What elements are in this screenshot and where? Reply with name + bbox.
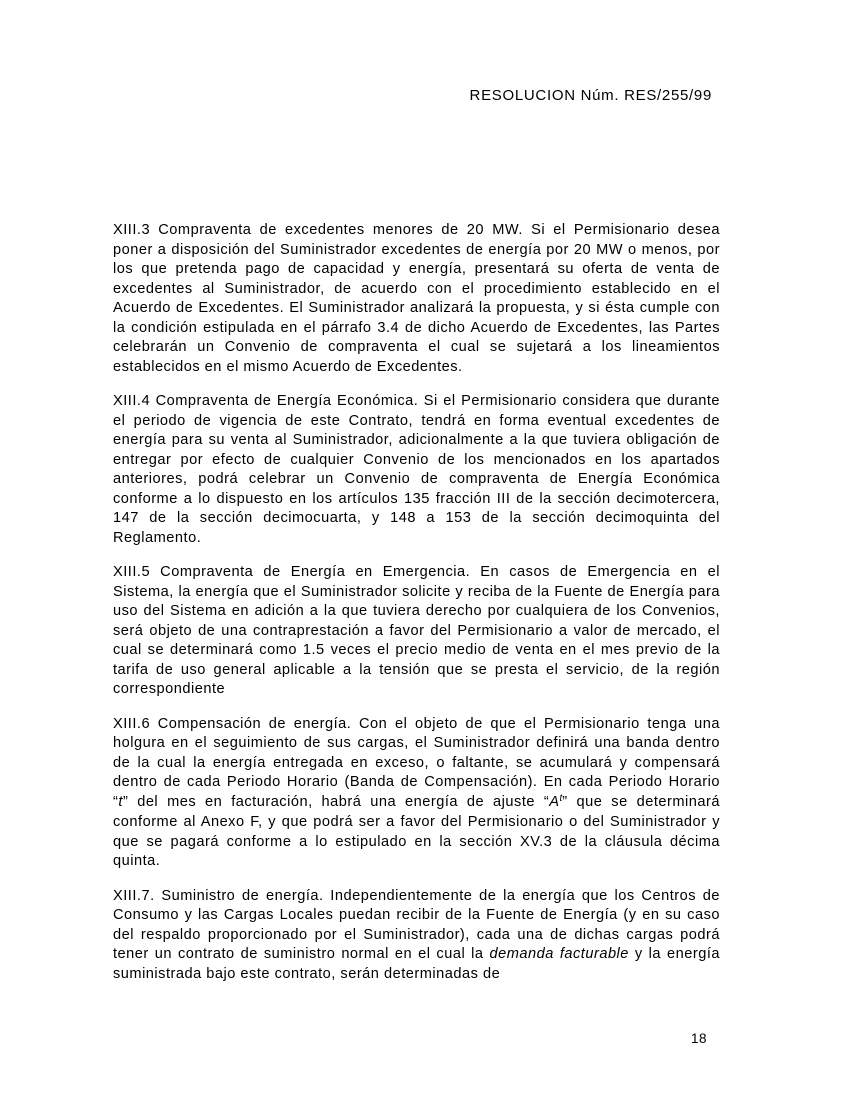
document-body [113, 221, 720, 984]
text-run: XIII.4 Compraventa de Energía Económica. Si el Permisionario considera que durante el periodo de vigencia de este Contrato, tendrá en forma eventual excedentes de energía para su venta al Suministrador, adicionalmente a la que tuviera obligación de entregar por efecto de cualquier Convenio de los mencionados en los apartados anteriores, podrá celebrar un Convenio de compraventa de Energía Económica conforme a lo dispuesto en los artículos 135 fracción III de la sección decimotercera, 147 de la sección decimocuarta, y 148 a 153 de la sección decimoquinta del Reglamento. [113, 393, 720, 546]
text-run: ” que se determinará conforme al Anexo F, y que podrá ser a favor del Permisionario o del Suministrador y que se pagará conforme a lo estipulado en la sección XV.3 de la cláusula décima quinta. [113, 793, 720, 869]
paragraph-xiii-4 [113, 392, 720, 548]
text-run-italic: t [118, 793, 123, 810]
paragraph-xiii-6 [113, 715, 720, 872]
text-run: XIII.6 Compensación de energía. Con el objeto de que el Permisionario tenga una holgura en el seguimiento de sus cargas, el Suministrador definirá una banda dentro de la cual la energía entregada en exceso, o faltante, se acumulará y compensará dentro de cada Periodo Horario (Banda de Compensación). En cada Periodo Horario “ [113, 715, 720, 810]
paragraph-xiii-7 [113, 887, 720, 985]
text-run: XIII.3 Compraventa de excedentes menores de 20 MW. Si el Permisionario desea poner a disposición del Suministrador excedentes de energía por 20 MW o menos, por los que pretenda pago de capacidad y energía, presentará su oferta de venta de excedentes al Suministrador, de acuerdo con el procedimiento establecido en el Acuerdo de Excedentes. El Suministrador analizará la propuesta, y si ésta cumple con la condición estipulada en el párrafo 3.4 de dicho Acuerdo de Excedentes, las Partes celebrarán un Convenio de compraventa el cual se sujetará a los lineamientos establecidos en el mismo Acuerdo de Excedentes. [113, 222, 720, 375]
document-header: RESOLUCION Núm. RES/255/99 [469, 87, 712, 104]
paragraph-xiii-5 [113, 563, 720, 700]
text-run: XIII.5 Compraventa de Energía en Emergencia. En casos de Emergencia en el Sistema, la energía que el Suministrador solicite y reciba de la Fuente de Energía para uso del Sistema en adición a la que tuviera derecho por cualquiera de los Convenios, será objeto de una contraprestación a favor del Permisionario a valor de mercado, el cual se determinará como 1.5 veces el precio medio de venta en el mes previo de la tarifa de uso general aplicable a la tensión que se presta el servicio, de la región correspondiente [113, 564, 720, 697]
text-run-italic: demanda facturable [489, 946, 629, 962]
text-run: y la energía suministrada bajo este contrato, serán determinadas de [113, 946, 720, 982]
text-run: ” del mes en facturación, habrá una energía de ajuste “ [122, 793, 550, 810]
text-run: XIII.7. Suministro de energía. Independientemente de la energía que los Centros de Consumo y las Cargas Locales puedan recibir de la Fuente de Energía (y en su caso del respaldo proporcionado por el Suministrador), cada una de dichas cargas podrá tener un contrato de suministro normal en el cual la [113, 887, 720, 962]
page-number: 18 [691, 1031, 708, 1046]
text-run-sup-italic: t [559, 793, 563, 805]
text-run-italic: A [549, 793, 560, 810]
paragraph-xiii-3 [113, 221, 720, 377]
